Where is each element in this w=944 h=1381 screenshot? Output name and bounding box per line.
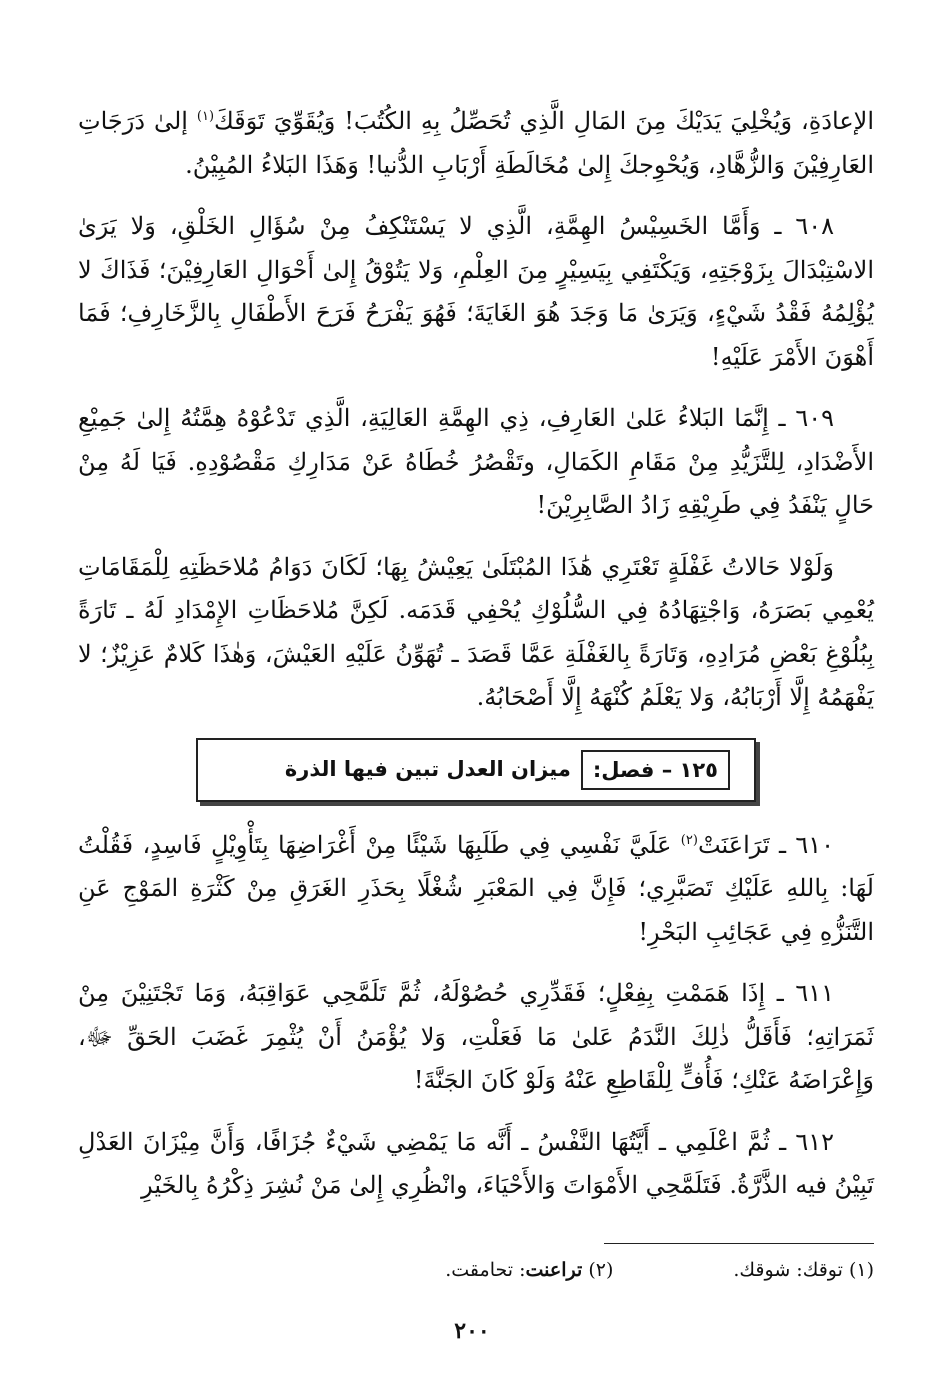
page-body [78,100,874,1226]
footnote-1 [733,1256,874,1284]
paragraph-612: ٦١٢ ـ ثُمَّ اعْلَمِي ـ أَيَّتُهَا النَّفْسُ ـ أَنَّه مَا يَمْضِي شَيْءٌ جُزَافًا، وَأَنَّ مِيْزَانَ العَدْلِ تَبِيْنُ فيه الذَّرَّةُ. فَتَلَمَّحِي الأَمْوَاتَ وَالأَحْيَاءَ، وانْظُرِي إِلىٰ مَنْ نُشِرَ ذِكْرُهُ بِالخَيْرِ [78,1127,874,1199]
paragraph-611: ٦١١ ـ إِذَا هَمَمْتِ بِفِعْلٍ؛ فَقَدِّرِي حُصُوْلَهُ، ثُمَّ تَلَمَّحِي عَوَاقِبَهُ، وَمَا تَجْتَنِيْنَ مِنْ ثَمَرَاتِهِ؛ فَأَقَلُّ ذٰلِكَ النَّدَمُ عَلىٰ مَا فَعَلْتِ، وَلا يُؤْمَنُ أَنْ يُثْمِرَ غَضَبَ الحَقِّ ﷻ، وَإِعْرَاضَهُ عَنْكِ؛ فَأُفٍّ لِلْقَاطِعِ عَنْهُ وَلَوْ كَانَ الجَنَّةَ! [78,979,874,1094]
footnote-definition: : تحامقت. [445,1259,526,1281]
paragraph-text: الإعادَةِ، وَيُخْلِيَ يَدَيْكَ مِنَ المَالِ الَّذِي تُحَصِّلُ بِهِ الكُتُبَ! وَيُقَوِّيَ تَوَقَكَ [214,107,874,135]
footnote-divider [604,1243,874,1244]
section-heading-box [196,738,756,802]
paragraph-610 [78,824,874,955]
paragraph-text: ٦١٠ ـ تَرَاعَنَتْ [697,830,834,859]
footnote-ref-1[interactable]: (١) [196,109,215,124]
section-title: ميزان العدل تبين فيها الذرة [284,756,571,781]
footnote-number: (١) [848,1259,874,1281]
paragraph-608: ٦٠٨ ـ وَأَمَّا الخَسِيْسُ الهِمَّةِ، الَّذِي لا يَسْتَنْكِفُ مِنْ سُؤَالِ الخَلْقِ، وَلا يَرَىٰ الاسْتِبْدَالَ بِزَوْجَتِهِ، وَيَكْتَفِي بِيَسِيْرٍ مِنَ العِلْمِ، وَلا يَتُوْقُ إِلىٰ أَحْوَالِ العَارِفِيْنَ؛ فَذَاكَ لا يُؤْلِمُهُ فَقْدُ شَيْءٍ، وَيَرَىٰ مَا وَجَدَ هُوَ الغَايَةَ؛ فَهُوَ يَفْرَحُ فَرَحَ الأَطْفَالِ بِالزَّخَارِفِ؛ فَمَا أَهْوَنَ الأَمْرَ عَلَيْهِ! [78,212,875,371]
paragraph-text: عَلَيَّ نَفْسِي فِي طَلَبِهَا شَيْئًا مِنْ أَغْرَاضِهَا بِتَأْوِيْلٍ فَاسِدٍ، فَقُلْتُ لَهَا: بِاللهِ عَلَيْكِ تَصَبَّرِي؛ فَإِنَّ فِي المَعْبَرِ شُغْلًا بِحَذَرِ الغَرَقِ مِنْ كَثْرَةِ المَوْجِ عَنِ التَّنَزُّهِ فِي عَجَائِبِ البَحْرِ! [78,830,874,946]
section-heading [78,738,874,802]
page-number: ٢٠٠ [454,1318,490,1344]
footnote-2 [445,1256,613,1284]
footnote-number: (٢) [588,1259,614,1281]
footnotes [78,1256,874,1284]
paragraph-continuation [78,100,874,187]
paragraph-609-continuation: وَلَوْلا حَالاتُ غَفْلَةٍ تَعْتَرِي هَٰذَا المُبْتَلَىٰ يَعِيْشُ بِهَا؛ لَكَانَ دَوَامُ مُلاحَظَتِهِ لِلْمَقَامَاتِ يُعْمِي بَصَرَهُ، وَاجْتِهَادُهُ فِي السُّلُوْكِ يُحْفِي قَدَمَه. لَكِنَّ مُلاحَظَاتِ الإِمْدَادِ لَهُ ـ تَارَةً بِبُلُوْغِ بَعْضِ مُرَادِهِ، وَتَارَةً بِالغَفْلَةِ عَمَّا قَصَدَ ـ تُهَوِّنُ عَلَيْهِ العَيْشَ، وَهٰذَا كَلامٌ عَزِيْزٌ؛ لا يَفْهَمُهُ إِلَّا أَرْبَابُهُ، وَلا يَعْلَمُ كُنْهَهُ إِلَّا أَصْحَابُهُ. [78,552,875,711]
footnote-term: تراعنت [525,1259,583,1281]
footnote-term: توقك [802,1259,843,1281]
paragraph-text: إلىٰ دَرَجَاتِ العَارِفِيْنَ وَالزُّهَّادِ، وَيُحْوِجكَ إِلىٰ مُخَالَطَةِ أَرْبَابِ الدُّنيا! وَهَذَا البَلاءُ المُبِيْنُ. [78,107,874,179]
paragraph-609: ٦٠٩ ـ إِنَّمَا البَلاءُ عَلىٰ العَارِفِ، ذِي الهِمَّةِ العَالِيَةِ، الَّذِي تَدْعُوْهُ هِمَّتُهُ إِلىٰ جَمِيْعِ الأَضْدَادِ، لِلتَّزَيُّدِ مِنْ مَقَامِ الكَمَالِ، وتَقْصُرُ خُطَاهُ عَنْ مَدَارِكِ مَقْصُوْدِهِ. فَيَا لَهُ مِنْ حَالٍ يَنْفَدُ فِي طَرِيْقِهِ زَادُ الصَّابِرِيْنَ! [78,404,874,519]
footnote-definition: : شوقك. [733,1259,803,1281]
section-number-label: ١٢٥ – فصل: [581,750,730,790]
footnote-ref-2[interactable]: (٢) [680,832,698,848]
